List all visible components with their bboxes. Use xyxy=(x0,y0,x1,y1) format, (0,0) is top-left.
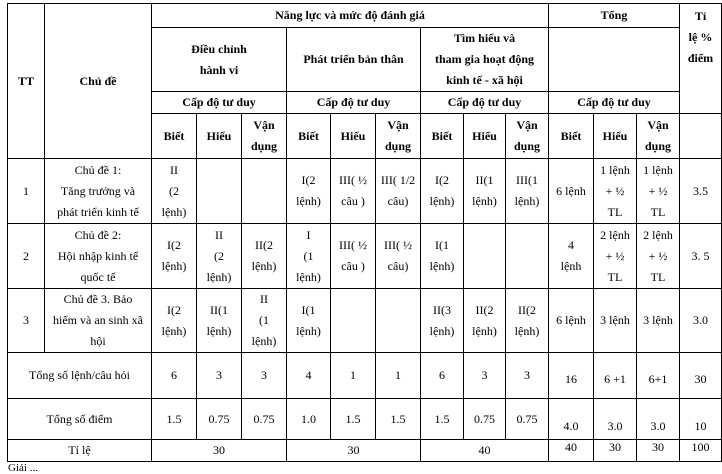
summary-score-label: Tổng số điểm xyxy=(8,399,152,440)
total-cell: 30 xyxy=(594,440,637,462)
table-cell: I(2 lệnh) xyxy=(152,224,197,289)
table-cell: 3 xyxy=(506,353,549,399)
thinking-level-header: Cấp độ tư duy xyxy=(421,92,549,114)
row-number: 2 xyxy=(8,224,45,289)
table-cell: 1.5 xyxy=(376,399,421,440)
level-header-know: Biết xyxy=(152,114,197,159)
row-topic: Chủ đề 1: Tăng trưởng và phát triển kinh tế xyxy=(45,159,152,224)
total-cell: 6 +1 xyxy=(594,353,637,399)
total-cell: 4 lệnh xyxy=(549,224,594,289)
total-cell: 1 lệnh + ½ TL xyxy=(594,159,637,224)
table-cell xyxy=(331,289,376,353)
summary-ratio-label: Tỉ lệ xyxy=(8,440,152,462)
table-cell: I(2 lệnh) xyxy=(287,159,331,224)
ratio-group-cell: 40 xyxy=(421,440,549,462)
table-cell: 1.5 xyxy=(421,399,464,440)
total-cell: 3 lệnh xyxy=(594,289,637,353)
table-cell: II(2 lệnh) xyxy=(242,224,287,289)
table-cell: III(1 lệnh) xyxy=(506,159,549,224)
table-cell: III( ½ câu) xyxy=(376,224,421,289)
table-cell: 1 xyxy=(376,353,421,399)
table-cell: II(3 lệnh) xyxy=(421,289,464,353)
table-cell xyxy=(464,224,506,289)
table-cell xyxy=(376,289,421,353)
level-header-understand: Hiểu xyxy=(464,114,506,159)
table-row xyxy=(8,353,722,399)
table-cell: I(2 lệnh) xyxy=(152,289,197,353)
total-cell: 3.0 xyxy=(637,399,680,440)
table-cell: III( ½ câu ) xyxy=(331,159,376,224)
tt-header: TT xyxy=(8,4,45,159)
row-topic: Chủ đề 3. Bảo hiểm và an sinh xã hội xyxy=(45,289,152,353)
ratio-cell: 10 xyxy=(680,399,722,440)
ratio-cell: 3.5 xyxy=(680,159,722,224)
ratio-cell: 3. 5 xyxy=(680,224,722,289)
table-cell: II(2 lệnh) xyxy=(506,289,549,353)
row-number: 3 xyxy=(8,289,45,353)
table-row xyxy=(8,440,722,462)
thinking-level-header: Cấp độ tư duy xyxy=(549,92,680,114)
footer-text-fragment: Giải ... xyxy=(8,462,38,474)
ratio-cell: 100 xyxy=(680,440,722,462)
ratio-group-cell: 30 xyxy=(152,440,287,462)
summary-count-label: Tổng số lệnh/câu hỏi xyxy=(8,353,152,399)
table-cell xyxy=(242,159,287,224)
table-cell: 6 xyxy=(421,353,464,399)
level-header-apply: Vận dụng xyxy=(506,114,549,159)
total-cell: 6 lệnh xyxy=(549,159,594,224)
table-cell: 6 xyxy=(152,353,197,399)
topic-header: Chủ đề xyxy=(45,4,152,159)
table-cell: II(1 lệnh) xyxy=(197,289,242,353)
table-cell: 0.75 xyxy=(242,399,287,440)
table-cell: 0.75 xyxy=(197,399,242,440)
level-header-apply: Vận dụng xyxy=(376,114,421,159)
table-cell: 1.5 xyxy=(152,399,197,440)
level-header-understand: Hiểu xyxy=(331,114,376,159)
table-cell: 3 xyxy=(242,353,287,399)
table-cell: 3 xyxy=(197,353,242,399)
total-cell: 6+1 xyxy=(637,353,680,399)
ratio-cell: 30 xyxy=(680,353,722,399)
table-cell: 0.75 xyxy=(464,399,506,440)
table-cell: III( ½ câu ) xyxy=(331,224,376,289)
total-cell: 4.0 xyxy=(549,399,594,440)
table-cell: 3 xyxy=(464,353,506,399)
table-cell: I (1 lệnh) xyxy=(287,224,331,289)
row-number: 1 xyxy=(8,159,45,224)
total-cell: 30 xyxy=(637,440,680,462)
table-cell: 1.5 xyxy=(331,399,376,440)
table-row xyxy=(8,399,722,440)
total-cell: 3.0 xyxy=(594,399,637,440)
level-header-understand: Hiểu xyxy=(197,114,242,159)
table-row xyxy=(8,289,722,353)
table-cell: I(1 lệnh) xyxy=(287,289,331,353)
level-header-know: Biết xyxy=(421,114,464,159)
table-row xyxy=(8,159,722,224)
level-header-apply: Vận dụng xyxy=(242,114,287,159)
total-cell: 3 lệnh xyxy=(637,289,680,353)
ratio-header-blank xyxy=(680,114,722,159)
table-cell xyxy=(506,224,549,289)
total-cell: 6 lệnh xyxy=(549,289,594,353)
table-cell: I(2 lệnh) xyxy=(421,159,464,224)
group-header-behavior: Điều chỉnh hành vi xyxy=(152,28,287,92)
total-cell: 2 lệnh + ½ TL xyxy=(637,224,680,289)
table-cell: III( 1/2 câu) xyxy=(376,159,421,224)
table-cell: 0.75 xyxy=(506,399,549,440)
total-cell: 2 lệnh + ½ TL xyxy=(594,224,637,289)
level-header-apply: Vận dụng xyxy=(637,114,680,159)
row-topic: Chủ đề 2: Hội nhập kinh tế quốc tế xyxy=(45,224,152,289)
table-cell: 1 xyxy=(331,353,376,399)
total-header-blank xyxy=(549,28,680,92)
table-cell: I(1 lệnh) xyxy=(421,224,464,289)
level-header-know: Biết xyxy=(287,114,331,159)
table-cell: II(2 lệnh) xyxy=(464,289,506,353)
level-header-understand: Hiểu xyxy=(594,114,637,159)
table-cell: 4 xyxy=(287,353,331,399)
level-header-know: Biết xyxy=(549,114,594,159)
table-cell: 1.0 xyxy=(287,399,331,440)
total-cell: 16 xyxy=(549,353,594,399)
ratio-header: Tỉ lệ % điểm xyxy=(680,4,722,114)
table-cell: II (1 lệnh) xyxy=(242,289,287,353)
thinking-level-header: Cấp độ tư duy xyxy=(152,92,287,114)
thinking-level-header: Cấp độ tư duy xyxy=(287,92,421,114)
table-cell: II(1 lệnh) xyxy=(464,159,506,224)
competency-header: Năng lực và mức độ đánh giá xyxy=(152,4,549,28)
ratio-group-cell: 30 xyxy=(287,440,421,462)
ratio-cell: 3.0 xyxy=(680,289,722,353)
group-header-self-development: Phát triển bản thân xyxy=(287,28,421,92)
total-header: Tổng xyxy=(549,4,680,28)
assessment-matrix-table xyxy=(7,3,722,462)
table-cell xyxy=(197,159,242,224)
table-cell: II (2 lệnh) xyxy=(152,159,197,224)
group-header-economic-activity: Tìm hiểu và tham gia hoạt động kinh tế - xã hội xyxy=(421,28,549,92)
table-row xyxy=(8,224,722,289)
table-cell: II (2 lệnh) xyxy=(197,224,242,289)
total-cell: 40 xyxy=(549,440,594,462)
total-cell: 1 lệnh + ½ TL xyxy=(637,159,680,224)
